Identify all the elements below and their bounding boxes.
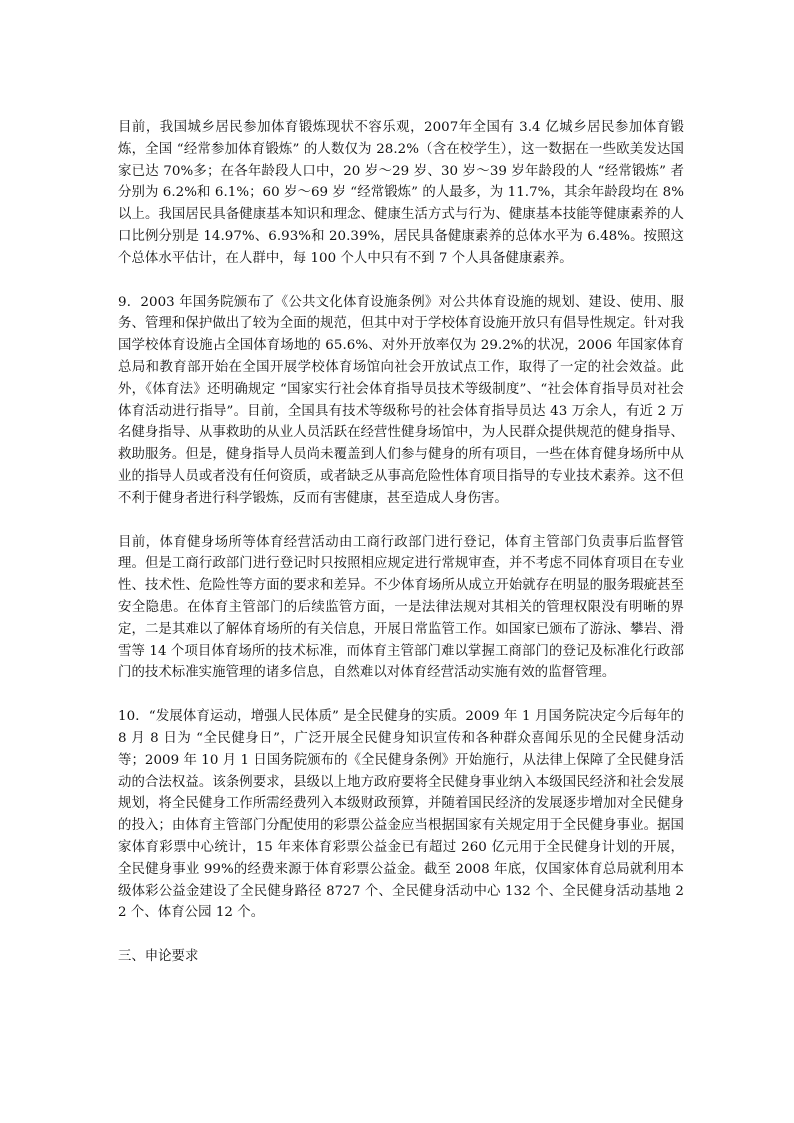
paragraph-item-10-national-fitness: 10．“发展体育运动，增强人民体质” 是全民健身的实质。2009 年 1 月国务院决定今后每年的 8 月 8 日为 “全民健身日”，广泛开展全民健身知识宣传和各种群众喜闻乐见的全民健身活动等；2009 年 10 月 1 日国务院颁布的《全民健身条例》开始施行，从法律上保障了全民健身活动的合法权益。该条例要求，县级以上地方政府要将全民健身事业纳入本级国民经济和社会发展规划，将全民健身工作所需经费列入本级财政预算，并随着国民经济的发展逐步增加对全民健身的投入；由体育主管部门分配使用的彩票公益金应当根据国家有关规定用于全民健身事业。据国家体育彩票中心统计，15 年来体育彩票公益金已有超过 260 亿元用于全民健身计划的开展，全民健身事业 99%的经费来源于体育彩票公益金。截至 2008 年底，仅国家体育总局就利用本级体彩公益金建设了全民健身路径 8727 个、全民健身活动中心 132 个、全民健身活动基地 22 个、体育公园 12 个。 [118, 709, 684, 921]
paragraph-fitness-status: 目前，我国城乡居民参加体育锻炼现状不容乐观，2007年全国有 3.4 亿城乡居民参加体育锻炼，全国 “经常参加体育锻炼” 的人数仅为 28.2%（含在校学生），这一数据在一些欧美发达国家已达 70%多；在各年龄段人口中，20 岁～29 岁、30 岁～39 岁年龄段的人 “经常锻炼” 者分别为 6.2%和 6.1%；60 岁～69 岁 “经常锻炼” 的人最多，为 11.7%，其余年龄段均在 8%以上。我国居民具备健康基本知识和理念、健康生活方式与行为、健康基本技能等健康素养的人口比例分别是 14.97%、6.93%和 20.39%，居民具备健康素养的总体水平为 6.48%。按照这个总体水平估计，在人群中，每 100 个人中只有不到 7 个人具备健康素养。 [118, 120, 684, 266]
paragraph-gap [118, 924, 684, 946]
paragraph-gap [118, 270, 684, 292]
paragraph-venue-supervision: 目前，体育健身场所等体育经营活动由工商行政部门进行登记，体育主管部门负责事后监督管理。但是工商行政部门进行登记时只按照相应规定进行常规审查，并不考虑不同体育项目在专业性、技术性、危险性等方面的要求和差异。不少体育场所从成立开始就存在明显的服务瑕疵甚至安全隐患。在体育主管部门的后续监管方面，一是法律法规对其相关的管理权限没有明晰的界定，二是其难以了解体育场所的有关信息，开展日常监管工作。如国家已颁布了游泳、攀岩、滑雪等 14 个项目体育场所的技术标准，而体育主管部门难以掌握工商部门的登记及标准化行政部门的技术标准实施管理的诸多信息，自然难以对体育经营活动实施有效的监督管理。 [118, 534, 684, 681]
paragraph-item-9-facilities: 9．2003 年国务院颁布了《公共文化体育设施条例》对公共体育设施的规划、建设、使用、服务、管理和保护做出了较为全面的规范，但其中对于学校体育设施开放只有倡导性规定。针对我国学校体育设施占全国体育场地的 65.6%、对外开放率仅为 29.2%的状况，2006 年国家体育总局和教育部开始在全国开展学校体育场馆向社会开放试点工作，取得了一定的社会效益。此外，《体育法》还明确规定 “国家实行社会体育指导员技术等级制度”、“社会体育指导员对社会体育活动进行指导”。目前，全国具有技术等级称号的社会体育指导员达 43 万余人，有近 2 万名健身指导、从事救助的从业人员活跃在经营性健身场馆中，为人民群众提供规范的健身指导、救助服务。但是，健身指导人员尚未覆盖到人们参与健身的所有项目，一些在体育健身场所中从业的指导人员或者没有任何资质，或者缺乏从事高危险性体育项目指导的专业技术素养。这不但不利于健身者进行科学锻炼，反而有害健康，甚至造成人身伤害。 [118, 294, 684, 506]
paragraph-gap [118, 684, 684, 706]
paragraph-gap [118, 510, 684, 532]
section-heading: 三、申论要求 [118, 949, 199, 965]
